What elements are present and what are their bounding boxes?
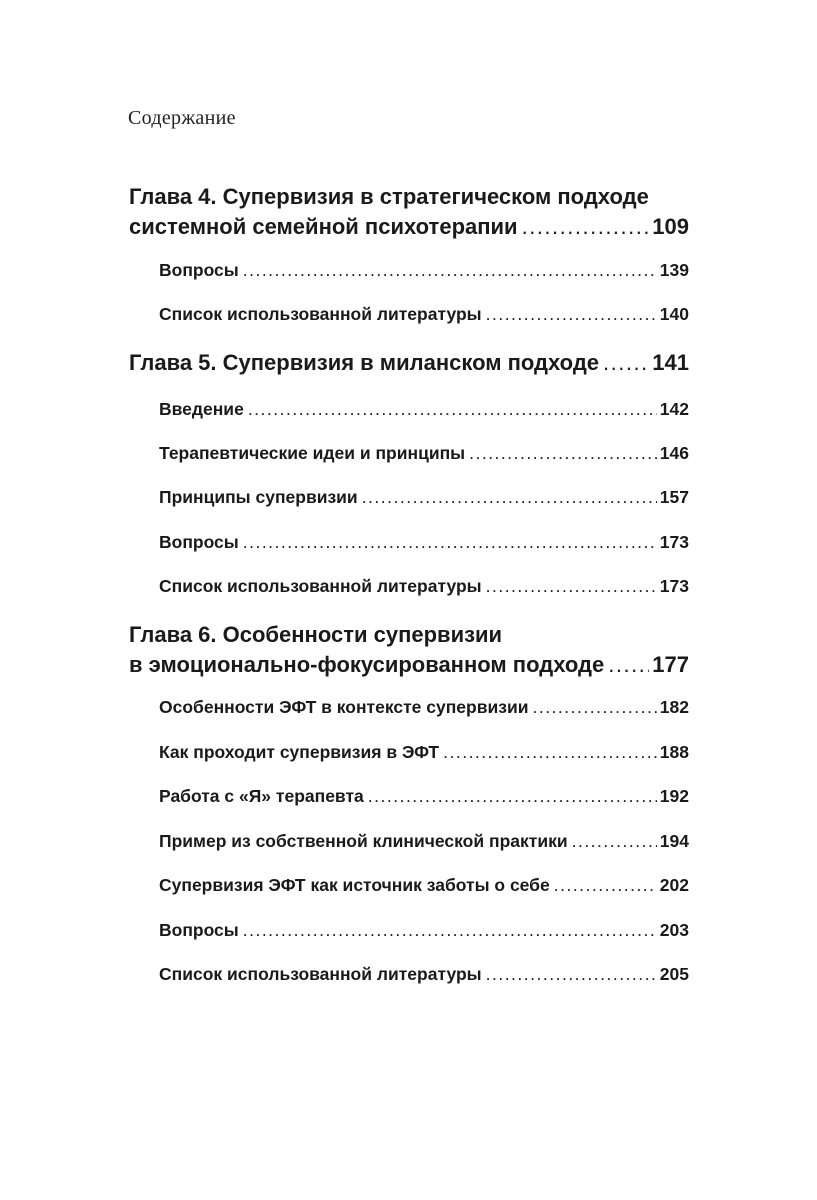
toc-item-title: Введение (159, 399, 244, 419)
page-number: 182 (659, 697, 689, 717)
toc-item-title: Как проходит супервизия в ЭФТ (159, 742, 440, 762)
toc-item[interactable] (159, 301, 689, 327)
dot-leader (243, 257, 657, 283)
toc-item-title: Список использованной литературы (159, 304, 482, 324)
dot-leader (443, 739, 657, 765)
page-number: 192 (659, 786, 689, 806)
dot-leader (469, 440, 657, 466)
toc-item[interactable] (159, 257, 689, 283)
page-number: 205 (659, 964, 689, 984)
chapter-title-line-2: в эмоционально-фокусированном подходе (129, 652, 605, 677)
toc-chapter-6[interactable] (129, 620, 689, 680)
chapter-title-line-1: Глава 6. Особенности супервизии (129, 622, 503, 647)
toc-item[interactable] (159, 529, 689, 555)
dot-leader (603, 348, 649, 378)
toc-item-title: Вопросы (159, 260, 239, 280)
toc-item-title: Супервизия ЭФТ как источник заботы о себе (159, 875, 550, 895)
toc-item-title: Пример из собственной клинической практики (159, 831, 568, 851)
toc-item[interactable] (159, 828, 689, 854)
page-number: 202 (659, 875, 689, 895)
page-number: 139 (659, 260, 689, 280)
toc-item-title: Вопросы (159, 920, 239, 940)
chapter-title-line-1: Глава 4. Супервизия в стратегическом подходе (129, 184, 649, 209)
page-number: 109 (652, 214, 689, 239)
page-number: 173 (659, 532, 689, 552)
toc-item[interactable] (159, 484, 689, 510)
toc-item[interactable] (159, 694, 689, 720)
dot-leader (243, 529, 657, 555)
page-number: 142 (659, 399, 689, 419)
page-number: 194 (659, 831, 689, 851)
dot-leader (486, 961, 657, 987)
toc-chapter-5[interactable] (129, 348, 689, 378)
toc-item-title: Список использованной литературы (159, 964, 482, 984)
toc-item[interactable] (159, 872, 689, 898)
toc-item[interactable] (159, 961, 689, 987)
toc-chapter-4[interactable] (129, 182, 689, 242)
dot-leader (243, 917, 657, 943)
dot-leader (522, 212, 650, 242)
toc-item[interactable] (159, 739, 689, 765)
toc-item-title: Список использованной литературы (159, 576, 482, 596)
toc-item-title: Работа с «Я» терапевта (159, 786, 364, 806)
toc-item[interactable] (159, 573, 689, 599)
page-number: 146 (659, 443, 689, 463)
page-number: 140 (659, 304, 689, 324)
page-number: 141 (652, 350, 689, 375)
toc-item-title: Терапевтические идеи и принципы (159, 443, 466, 463)
dot-leader (368, 783, 657, 809)
toc-item[interactable] (159, 783, 689, 809)
dot-leader (554, 872, 657, 898)
running-head: Содержание (128, 107, 236, 129)
dot-leader (532, 694, 656, 720)
dot-leader (362, 484, 657, 510)
toc-item-title: Принципы супервизии (159, 487, 358, 507)
dot-leader (248, 396, 657, 422)
toc-item[interactable] (159, 396, 689, 422)
chapter-title-line-2: системной семейной психотерапии (129, 214, 518, 239)
toc-item[interactable] (159, 440, 689, 466)
dot-leader (572, 828, 657, 854)
chapter-title: Глава 5. Супервизия в миланском подходе (129, 350, 600, 375)
page-number: 177 (652, 652, 689, 677)
toc-item-title: Вопросы (159, 532, 239, 552)
dot-leader (486, 301, 657, 327)
toc-item-title: Особенности ЭФТ в контексте супервизии (159, 697, 529, 717)
toc-item[interactable] (159, 917, 689, 943)
page-number: 173 (659, 576, 689, 596)
page-number: 188 (659, 742, 689, 762)
page-number: 157 (659, 487, 689, 507)
dot-leader (608, 650, 649, 680)
page-number: 203 (659, 920, 689, 940)
dot-leader (486, 573, 657, 599)
